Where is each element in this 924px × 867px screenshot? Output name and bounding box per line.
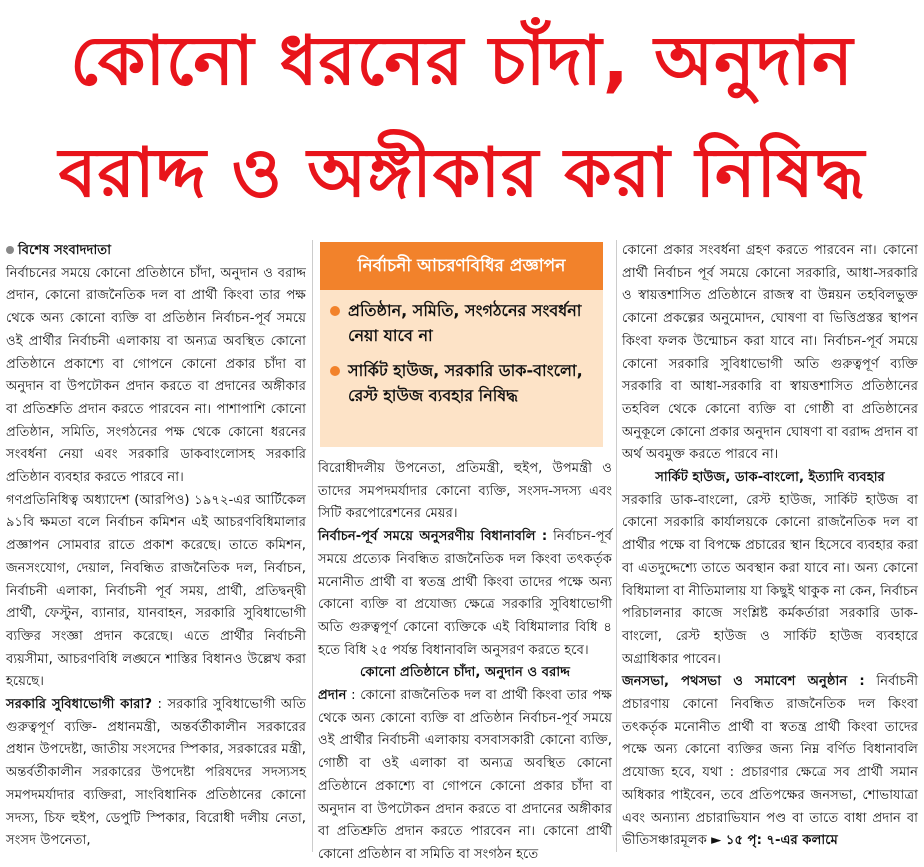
highlight-title: নির্বাচনী আচরণবিধির প্রজ্ঞাপন	[320, 242, 603, 290]
continuation-note: ► ১৫ পৃ: ৭-এর কলামে	[711, 833, 838, 849]
subheading: সার্কিট হাউজ, ডাক-বাংলো, ইত্যাদি ব্যবহার	[655, 470, 885, 486]
article-column-3	[622, 240, 918, 852]
paragraph: সরকারি সুবিধাভোগী কারা? : সরকারি সুবিধাভোগী অতি গুরুত্বপূর্ণ ব্যক্তি- প্রধানমন্ত্রী, অন্তর্বর্তীকালীন সরকারের প্রধান উপদেষ্টা, জাতীয় সংসদের স্পিকার, সরকারের মন্ত্রী, অন্তর্বর্তীকালীন সরকারের উপদেষ্টা পরিষদের সদস্যসহ সমপদমর্যাদার ব্যক্তিরা, সাংবিধানিক প্রতিষ্ঠানের কোনো সদস্য, চিফ হুইপ, ডেপুটি স্পিকার, বিরোধী দলীয় নেতা, সংসদ উপনেতা,	[6, 697, 306, 849]
article-column-2	[318, 458, 612, 862]
article-column-1	[6, 240, 306, 852]
column-divider	[312, 240, 313, 852]
subheading: জনসভা, পথসভা ও সমাবেশ অনুষ্ঠান :	[622, 674, 865, 690]
subheading: কোনো প্রতিষ্ঠানে চাঁদা, অনুদান ও বরাদ্দ	[360, 665, 570, 681]
bullet-icon	[330, 366, 340, 376]
paragraph: গণপ্রতিনিধিত্ব অধ্যাদেশ (আরপিও) ১৯৭২-এর আর্টিকেল ৯১বি ক্ষমতা বলে নির্বাচন কমিশন এই আচরণবিধিমালার প্রজ্ঞাপন সোমবার রাতে প্রকাশ করেছে। তাতে কমিশন, জনসংযোগ, দেয়াল, নিবন্ধিত রাজনৈতিক দল, নির্বাচন, নির্বাচনী এলাকা, নির্বাচনী পূর্ব সময়, প্রার্থী, প্রতিদ্বন্দ্বী প্রার্থী, ফেস্টুন, ব্যানার, যানবাহন, সরকারি সুবিধাভোগী ব্যক্তির সংজ্ঞা প্রদান করেছে। এতে প্রার্থীর নির্বাচনী ব্যয়সীমা, আচরণবিধি লঙ্ঘনে শাস্তির বিধানও উল্লেখ করা হয়েছে।	[6, 492, 306, 690]
paragraph: জনসভা, পথসভা ও সমাবেশ অনুষ্ঠান : নির্বাচনী প্রচারণায় কোনো নিবন্ধিত রাজনৈতিক দল কিংবা তৎকর্তৃক মনোনীত প্রার্থী বা স্বতন্ত্র প্রার্থী কিংবা তাদের পক্ষে অন্য কোনো ব্যক্তির জন্য নিম্ন বর্ণিত বিধানাবলি প্রযোজ্য হবে, যথা : প্রচারণার ক্ষেত্রে সব প্রার্থী সমান অধিকার পাইবেন, তবে প্রতিপক্ষের জনসভা, শোভাযাত্রা এবং অন্যান্য প্রচারাভিযান পণ্ড বা তাতে বাধা প্রদান বা ভীতিসঞ্চারমূলক ► ১৫ পৃ: ৭-এর কলামে	[622, 674, 919, 849]
bullet-icon	[6, 246, 14, 254]
subheading: নির্বাচন-পূর্ব সময়ে অনুসরণীয় বিধানাবলি :	[318, 529, 548, 545]
highlight-item: সার্কিট হাউজ, সরকারি ডাক-বাংলো, রেস্ট হাউজ ব্যবহার নিষিদ্ধ	[330, 358, 600, 408]
bullet-icon	[330, 306, 340, 316]
column-divider	[616, 240, 617, 852]
paragraph: প্রদান : কোনো রাজনৈতিক দল বা প্রার্থী কিংবা তার পক্ষ থেকে অন্য কোনো ব্যক্তি বা প্রতিষ্ঠান নির্বাচন-পূর্ব সময়ে ওই প্রার্থীর নির্বাচনী এলাকায় বসবাসকারী কোনো ব্যক্তি, গোষ্ঠী বা ওই এলাকা বা অন্যত্র অবস্থিত কোনো প্রতিষ্ঠানে প্রকাশ্যে বা গোপনে কোনো প্রকার চাঁদা বা অনুদান বা উপঢৌকন প্রদান করতে বা প্রদানের অঙ্গীকার বা প্রতিশ্রুতি প্রদান করতে পারবেন না। কোনো প্রার্থী কোনো প্রতিষ্ঠান বা সমিতি বা সংগঠন হতে	[318, 688, 612, 862]
highlight-item: প্রতিষ্ঠান, সমিতি, সংগঠনের সংবর্ধনা নেয়া যাবে না	[330, 298, 600, 348]
paragraph: সরকারি ডাক-বাংলো, রেস্ট হাউজ, সার্কিট হাউজ বা কোনো সরকারি কার্যালয়কে কোনো রাজনৈতিক দল বা প্রার্থীর পক্ষে বা বিপক্ষে প্রচারের স্থান হিসেবে ব্যবহার করা বা এতদুদ্দেশ্যে তাতে অবস্থান করা যাবে না। অন্য কোনো বিধিমালা বা নীতিমালায় যা কিছুই থাকুক না কেন, নির্বাচন পরিচালনার কাজে সংশ্লিষ্ট কর্মকর্তারা সরকারি ডাক-বাংলো, রেস্ট হাউজ ও সার্কিট হাউজ ব্যবহারে অগ্রাধিকার পাবেন।	[622, 492, 918, 667]
paragraph: নির্বাচনের সময়ে কোনো প্রতিষ্ঠানে চাঁদা, অনুদান ও বরাদ্দ প্রদান, কোনো রাজনৈতিক দল বা প্রার্থী কিংবা তার পক্ষ থেকে অন্য কোনো ব্যক্তি বা প্রতিষ্ঠান নির্বাচন-পূর্ব সময়ে ওই প্রার্থীর নির্বাচনী এলাকায় বা অন্যত্র অবস্থিত কোনো প্রতিষ্ঠানে প্রকাশ্যে বা গোপনে কোনো প্রকার চাঁদা বা অনুদান বা উপঢৌকন প্রদান করতে বা প্রদানের অঙ্গীকার বা প্রতিশ্রুতি প্রদান করতে পারবেন না। পাশাপাশি কোনো প্রতিষ্ঠান, সমিতি, সংগঠনের পক্ষ থেকে কোনো ধরনের সংবর্ধনা নেয়া এবং সরকারি ডাকবাংলোসহ সরকারি প্রতিষ্ঠান ব্যবহার করতে পারবে না।	[6, 265, 306, 486]
triangle-icon: ►	[711, 833, 722, 849]
highlight-box	[320, 242, 603, 447]
subheading: সরকারি সুবিধাভোগী কারা?	[6, 697, 153, 713]
paragraph: বিরোধীদলীয় উপনেতা, প্রতিমন্ত্রী, হুইপ, উপমন্ত্রী ও তাদের সমপদমর্যাদার কোনো ব্যক্তি, সংসদ-সদস্য এবং সিটি করপোরেশনের মেয়র।	[318, 461, 612, 522]
headline-line-2: বরাদ্দ ও অঙ্গীকার করা নিষিদ্ধ	[58, 134, 866, 213]
headline-line-1: কোনো ধরনের চাঁদা, অনুদান	[70, 22, 854, 101]
paragraph: নির্বাচন-পূর্ব সময়ে অনুসরণীয় বিধানাবলি : নির্বাচন-পূর্ব সময়ে প্রত্যেক নিবন্ধিত রাজনৈতিক দল কিংবা তৎকর্তৃক মনোনীত প্রার্থী বা স্বতন্ত্র প্রার্থী কিংবা তাদের পক্ষে অন্য কোনো ব্যক্তি বা প্রযোজ্য ক্ষেত্রে সরকারি সুবিধাভোগী অতি গুরুত্বপূর্ণ কোনো ব্যক্তিকে এই বিধিমালার বিধি ৪ হতে বিধি ২৫ পর্যন্ত বিধানাবলি অনুসরণ করতে হবে।	[318, 529, 612, 658]
paragraph: কোনো প্রকার সংবর্ধনা গ্রহণ করতে পারবেন না। কোনো প্রার্থী নির্বাচন পূর্ব সময়ে কোনো সরকারি, আধা-সরকারি ও স্বায়ত্তশাসিত প্রতিষ্ঠানে রাজস্ব বা উন্নয়ন তহবিলভুক্ত কোনো প্রকল্পের অনুমোদন, ঘোষণা বা ভিত্তিপ্রস্তর স্থাপন কিংবা ফলক উন্মোচন করা যাবে না। নির্বাচন-পূর্ব সময়ে কোনো সরকারি সুবিধাভোগী অতি গুরুত্বপূর্ণ ব্যক্তি সরকারি বা আধা-সরকারি বা স্বায়ত্তশাসিত প্রতিষ্ঠানের তহবিল থেকে কোনো ব্যক্তি বা গোষ্ঠী বা প্রতিষ্ঠানের অনুকূলে কোনো প্রকার অনুদান ঘোষণা বা বরাদ্দ প্রদান বা অর্থ অবমুক্ত করতে পারবে না।	[622, 243, 919, 463]
byline: বিশেষ সংবাদদাতা	[6, 240, 306, 263]
